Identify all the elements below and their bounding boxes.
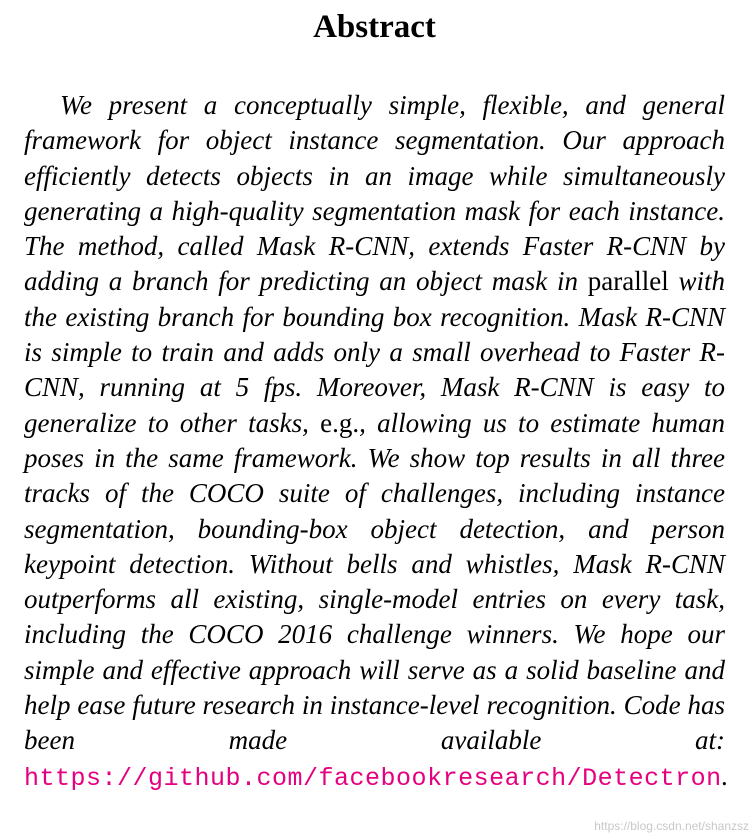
- abstract-upright-eg: e.g.: [320, 407, 360, 438]
- abstract-text-part-3: , allowing us to estimate human poses in the same framework. We show top results in all three tracks of the COCO suite of challenges, including instance segmentation, bounding-box object detection, and person keypoint detection. Without bells and whistles, Mask R-CNN outperforms all existing, single-model entries on every task, including the COCO 2016 challenge winners. We hope our simple and effective approach will serve as a solid baseline and help ease future research in instance-level recognition. Code has been made available at:: [24, 407, 725, 756]
- abstract-upright-parallel: parallel: [587, 266, 669, 297]
- abstract-end-period: .: [721, 760, 729, 791]
- code-repository-link[interactable]: https://github.com/facebookresearch/Detectron: [24, 763, 722, 793]
- abstract-paragraph: [24, 88, 729, 796]
- section-heading: Abstract: [313, 9, 436, 45]
- abstract-text-part-2: with the existing branch for bounding box recognition. Mask R-CNN is simple to train and adds only a small overhead to Faster R-CNN, running at 5 fps. Moreover, Mask R-CNN is easy to generalize to other tasks,: [24, 266, 725, 438]
- blog-watermark: https://blog.csdn.net/shanzsz: [594, 819, 749, 833]
- abstract-text-part-1: We present a conceptually simple, flexible, and general framework for object instance segmentation. Our approach efficiently detects objects in an image while simultaneously generating a high-quality segmentation mask for each instance. The method, called Mask R-CNN, extends Faster R-CNN by adding a branch for predicting an object mask in: [24, 90, 725, 297]
